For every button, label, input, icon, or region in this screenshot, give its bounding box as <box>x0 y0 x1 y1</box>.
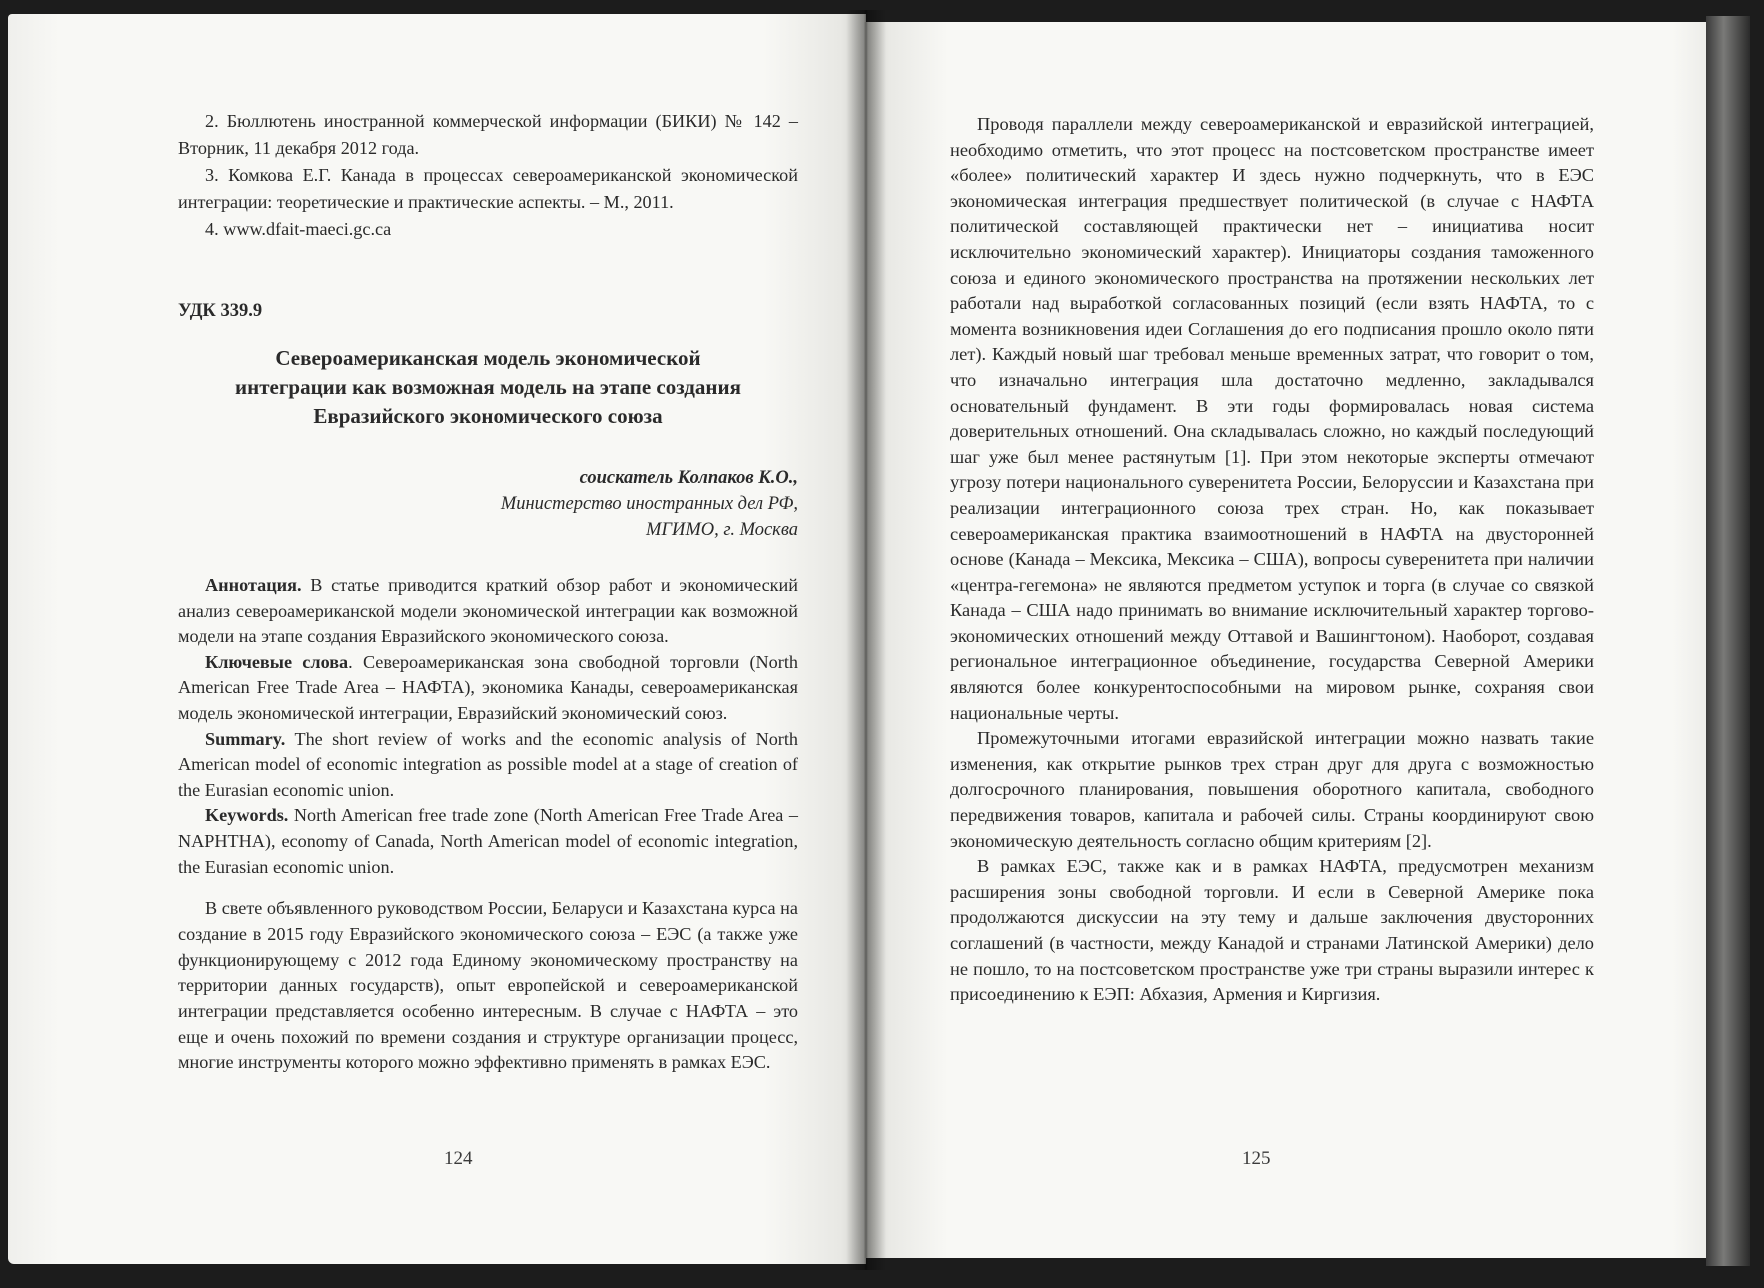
author-affiliation: МГИМО, г. Москва <box>646 520 798 540</box>
author-name: соискатель Колпаков К.О., <box>579 468 798 488</box>
annotation-text: В статье приводится краткий обзор работ и экономический анализ североамериканской модели экономической интеграции как возможной модели на этапе создания Евразийского экономического союза. <box>178 575 798 647</box>
left-page-content <box>178 108 798 1076</box>
keywords-en-text: North American free trade zone (North American Free Trade Area – NAPHTHA), economy of Canada, North American model of economic integration, the Eurasian economic union. <box>178 805 798 877</box>
body-paragraph: В рамках ЕЭС, также как и в рамках НАФТА, предусмотрен механизм расширения зоны свободной торговли. И если в Северной Америке пока продолжаются дискуссии на эту тему и дальше заключения двусторонних соглашений (в частности, между Канадой и странами Латинской Америки) дело не пошло, то на постсоветском пространстве уже три страны выразили интерес к присоединению к ЕЭП: Абхазия, Армения и Киргизия. <box>950 856 1594 1005</box>
summary <box>178 727 798 804</box>
title-line: интеграции как возможная модель на этапе создания <box>235 375 741 399</box>
article-title <box>178 344 798 431</box>
page-number-left: 124 <box>444 1148 473 1169</box>
author-affiliation: Министерство иностранных дел РФ, <box>500 494 798 514</box>
annotation <box>178 573 798 650</box>
reference-item: 3. Комкова Е.Г. Канада в процессах североамериканской экономической интеграции: теоретические и практические аспекты. – М., 2011. <box>178 165 798 212</box>
keywords-ru <box>178 650 798 727</box>
keywords-en <box>178 803 798 880</box>
keywords-ru-text: . Североамериканская зона свободной торговли (North American Free Trade Area – НАФТА), экономика Канады, североамериканская модель экономической интеграции, Евразийский экономический союз. <box>178 651 798 723</box>
summary-label: Summary. <box>205 728 286 749</box>
keywords-ru-label: Ключевые слова <box>205 651 349 672</box>
author-block <box>178 465 798 543</box>
annotation-label: Аннотация. <box>205 575 302 595</box>
title-line: Евразийского экономического союза <box>313 404 663 428</box>
right-page-content <box>950 112 1594 1008</box>
page-number-right: 125 <box>1242 1148 1271 1169</box>
reference-item: 2. Бюллютень иностранной коммерческой информации (БИКИ) № 142 – Вторник, 11 декабря 2012 года. <box>178 111 798 158</box>
summary-text: The short review of works and the economic analysis of North American model of economic integration as possible model at a stage of creation of the Eurasian economic union. <box>178 728 798 800</box>
keywords-en-label: Keywords. <box>205 805 289 826</box>
body-paragraph: В свете объявленного руководством России, Беларуси и Казахстана курса на создание в 2015 году Евразийского экономического союза – ЕЭС (а также уже функционирующему с 2012 года Единому экономическому пространству на территории данных государств), опыт европейской и североамериканской интеграции представляется особенно интересным. В случае с НАФТА – это еще и очень похожий по времени создания и структуре организации процесс, многие инструменты которого можно эффективно применять в рамках ЕЭС. <box>178 898 798 1073</box>
page-edge <box>1706 16 1750 1266</box>
body-paragraph: Проводя параллели между североамериканской и евразийской интеграцией, необходимо отметить, что этот процесс на постсоветском пространстве имеет «более» политический характер И здесь нужно подчеркнуть, что в ЕЭС экономическая интеграция предшествует политической (в случае с НАФТА политической составляющей практически нет – инициатива носит исключительно экономический характер). Инициаторы создания таможенного союза и единого экономического пространства на протяжении нескольких лет работали над выработкой согласованных позиций (если взять НАФТА, то с момента возникновения идеи Соглашения до его подписания прошло около пяти лет). Каждый новый шаг требовал меньше временных затрат, что говорит о том, что изначально интеграция шла достаточно медленно, закладывался основательный фундамент. В эти годы формировалась новая система доверительных отношений. Она складывалась сложно, но каждый последующий шаг уже был менее растянутым [1]. При этом некоторые эксперты отмечают угрозу потери национального суверенитета России, Белоруссии и Казахстана при реализации интеграционного союза трех стран. Но, как показывает североамериканская практика взаимоотношений в НАФТА на двусторонней основе (Канада – Мексика, Мексика – США), вопросы суверенитета при наличии «центра-гегемона» не являются предметом уступок и торга (в случае со связкой Канада – США надо принимать во внимание исключительный характер торгово-экономических отношений между Оттавой и Вашингтоном). Наоборот, создавая региональное интеграционное объединение, государства Северной Америки являются более конкурентоспособными на мировом рынке, сохраняя свои национальные черты. <box>950 114 1594 723</box>
body-paragraph: Промежуточными итогами евразийской интеграции можно назвать такие изменения, как открытие рынков трех стран друг для друга с возможностью долгосрочного планирования, повышения оборотного капитала, свободного передвижения товаров, капитала и рабочей силы. Страны координируют свою экономическую деятельность согласно общим критериям [2]. <box>950 728 1594 851</box>
reference-item: 4. www.dfait-maeci.gc.ca <box>205 219 392 239</box>
udk-code: УДК 339.9 <box>178 301 263 321</box>
book-gutter <box>846 10 886 1270</box>
title-line: Североамериканская модель экономической <box>275 346 701 370</box>
